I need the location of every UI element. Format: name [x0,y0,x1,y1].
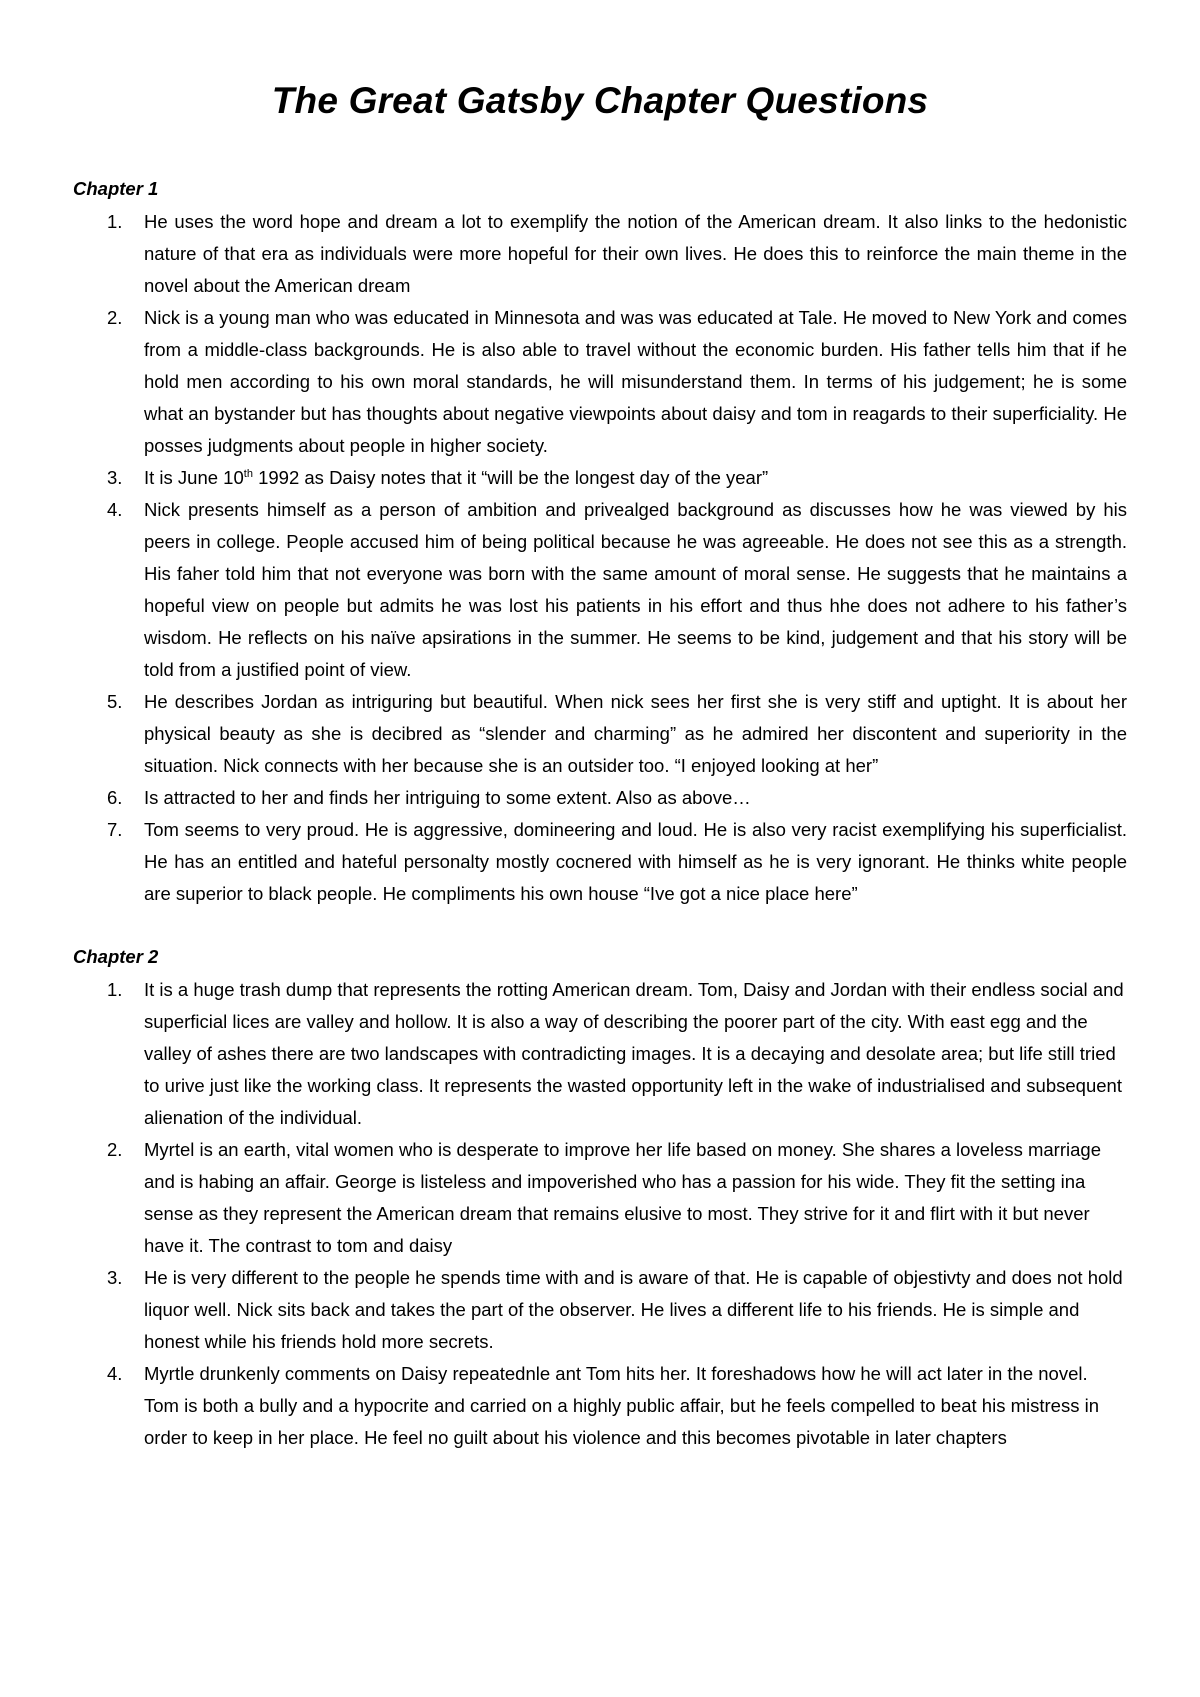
list-item [73,974,1127,1134]
list-item-number: 1. [107,211,123,232]
list-item-number: 3. [107,1267,123,1288]
list-item-number: 6. [107,787,123,808]
chapter-1-answer-list [73,206,1127,910]
list-item-number: 1. [107,979,123,1000]
list-item-text: Tom seems to very proud. He is aggressive, domineering and loud. He is also very racist exemplifying his superficialist. He has an entitled and hateful personalty mostly cocnered with himself as he is very ignorant. He thinks white people are superior to black people. He compliments his own house “Ive got a nice place here” [144,819,1127,904]
chapter-2-heading: Chapter 2 [73,946,159,967]
list-item-number: 5. [107,691,123,712]
chapter-1-section [73,174,1127,910]
list-item-text-end: 1992 as Daisy notes that it “will be the longest day of the year” [252,467,769,488]
ordinal-suffix: th [243,467,253,480]
list-item [73,782,1127,814]
list-item-text: Is attracted to her and finds her intriguing to some extent. Also as above… [144,787,751,808]
list-item-number: 2. [107,307,123,328]
list-item-number: 4. [107,1363,123,1384]
list-item-number: 7. [107,819,123,840]
list-item-text-start: It is June 10 [144,467,244,488]
list-item [73,494,1127,686]
list-item [73,1262,1127,1358]
list-item-text: Nick presents himself as a person of ambition and privealged background as discusses how he was viewed by his peers in college. People accused him of being political because he was agreeable. He does not see this as a strength. His faher told him that not everyone was born with the same amount of moral sense. He suggests that he maintains a hopeful view on people but admits he was lost his patients in his effort and thus hhe does not adhere to his father’s wisdom. He reflects on his naïve apsirations in the summer. He seems to be kind, judgement and that his story will be told from a justified point of view. [144,499,1127,680]
list-item [73,686,1127,782]
list-item-text: He uses the word hope and dream a lot to exemplify the notion of the American dream. It also links to the hedonistic nature of that era as individuals were more hopeful for their own lives. He does this to reinforce the main theme in the novel about the American dream [144,211,1127,296]
list-item-text [144,467,768,488]
chapter-2-section [73,942,1127,1454]
list-item-text: It is a huge trash dump that represents the rotting American dream. Tom, Daisy and Jordan with their endless social and superficial lices are valley and hollow. It is also a way of describing the poorer part of the city. With east egg and the valley of ashes there are two landscapes with contradicting images. It is a decaying and desolate area; but life still tried to urive just like the working class. It represents the wasted opportunity left in the wake of industrialised and subsequent alienation of the individual. [144,979,1124,1128]
list-item-number: 4. [107,499,123,520]
list-item-text: He describes Jordan as intriguring but beautiful. When nick sees her first she is very stiff and uptight. It is about her physical beauty as she is decibred as “slender and charming” as he admired her discontent and superiority in the situation. Nick connects with her because she is an outsider too. “I enjoyed looking at her” [144,691,1127,776]
list-item-text: Myrtel is an earth, vital women who is desperate to improve her life based on money. She shares a loveless marriage and is habing an affair. George is listeless and impoverished who has a passion for his wide. They fit the setting ina sense as they represent the American dream that remains elusive to most. They strive for it and flirt with it but never have it. The contrast to tom and daisy [144,1139,1101,1256]
list-item [73,1134,1127,1262]
list-item-text: Myrtle drunkenly comments on Daisy repeatednle ant Tom hits her. It foreshadows how he will act later in the novel. Tom is both a bully and a hypocrite and carried on a highly public affair, but he feels compelled to beat his mistress in order to keep in her place. He feel no guilt about his violence and this becomes pivotable in later chapters [144,1363,1099,1448]
chapter-1-heading: Chapter 1 [73,178,159,199]
list-item [73,462,1127,494]
list-item [73,302,1127,462]
chapter-2-answer-list [73,974,1127,1454]
list-item-number: 3. [107,467,123,488]
document-title: The Great Gatsby Chapter Questions [271,80,929,121]
list-item [73,814,1127,910]
list-item [73,206,1127,302]
list-item-text: Nick is a young man who was educated in Minnesota and was was educated at Tale. He moved to New York and comes from a middle-class backgrounds. He is also able to travel without the economic burden. His father tells him that if he hold men according to his own moral standards, he will misunderstand them. In terms of his judgement; he is some what an bystander but has thoughts about negative viewpoints about daisy and tom in reagards to their superficiality. He posses judgments about people in higher society. [144,307,1127,456]
list-item-number: 2. [107,1139,123,1160]
list-item-text: He is very different to the people he spends time with and is aware of that. He is capable of objestivty and does not hold liquor well. Nick sits back and takes the part of the observer. He lives a different life to his friends. He is simple and honest while his friends hold more secrets. [144,1267,1123,1352]
list-item [73,1358,1127,1454]
